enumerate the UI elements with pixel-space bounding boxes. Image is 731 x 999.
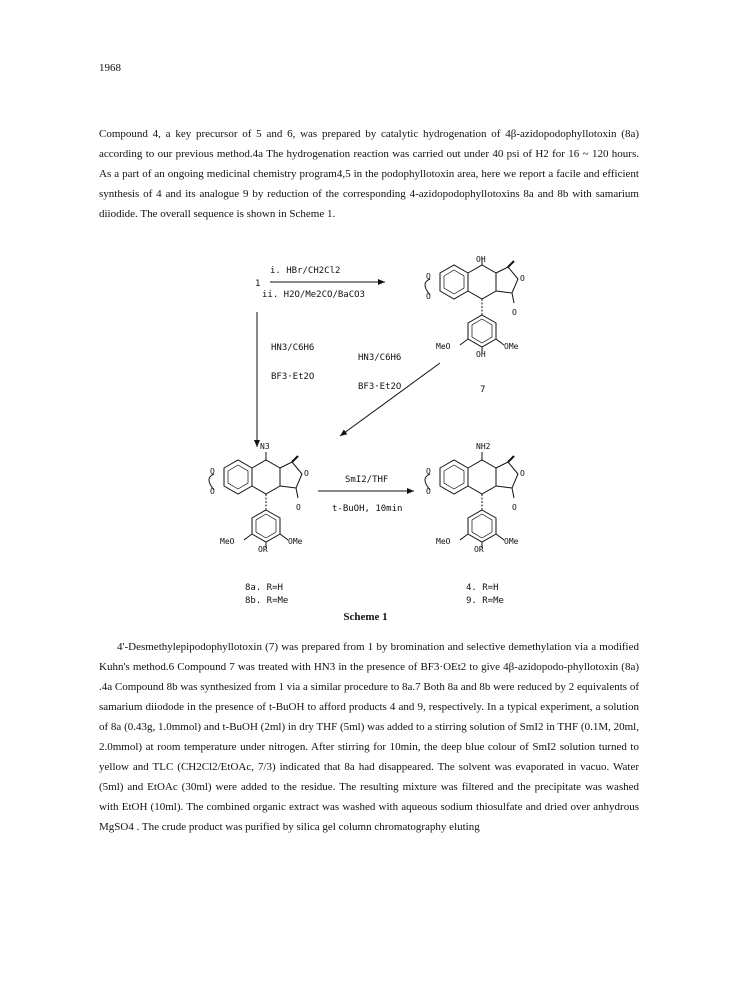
step2-diag-b: BF3·Et2O (358, 382, 402, 392)
compound-7-sub-group: OH (476, 350, 486, 359)
step1-reagent-a: i. HBr/CH2Cl2 (270, 266, 341, 276)
start-label: 1 (255, 279, 261, 289)
ome-label-8: OMe (288, 537, 303, 546)
step3-reagent-b: t-BuOH, 10min (332, 504, 403, 514)
label-9: 9. R=Me (466, 596, 504, 606)
step2-left-a: HN3/C6H6 (271, 343, 315, 353)
azide-structure (209, 452, 309, 548)
meo-label-7: MeO (436, 342, 451, 351)
ome-label-4: OMe (504, 537, 519, 546)
compound-7-structure (425, 257, 525, 353)
label-8a: 8a. R=H (245, 583, 283, 593)
svg-text:O: O (426, 487, 431, 496)
meo-label-8: MeO (220, 537, 235, 546)
svg-text:O: O (512, 503, 517, 512)
compound-7-label: 7 (480, 385, 486, 395)
svg-text:O: O (210, 467, 215, 476)
step2-left-b: BF3·Et2O (271, 372, 315, 382)
amine-group: NH2 (476, 442, 491, 451)
step3-reagent-a: SmI2/THF (345, 475, 389, 485)
svg-text:O: O (426, 292, 431, 301)
svg-text:O: O (426, 467, 431, 476)
azide-sub-group: OR (258, 545, 268, 554)
meo-label-4: MeO (436, 537, 451, 546)
intro-paragraph: Compound 4, a key precursor of 5 and 6, was prepared by catalytic hydrogenation of 4β-azidopodophyllotoxin (8a) according to our previous method.4a The hydrogenation reaction was carried out under 40 psi of H2 for 16 ~ 120 hours. As a part of an ongoing medicinal chemistry program4,5 in the podophyllotoxin area, here we report a facile and efficient synthesis of 4 and its analogue 9 by reduction of the corresponding 4-azidopodophyllotoxins 8a and 8b with samarium diiodide. The overall sequence is shown in Scheme 1. (99, 128, 639, 220)
amine-structure (425, 452, 525, 548)
azide-group: N3 (260, 442, 270, 451)
diagonal-arrow (340, 363, 440, 436)
svg-text:O: O (210, 487, 215, 496)
svg-text:O: O (520, 469, 525, 478)
svg-text:O: O (304, 469, 309, 478)
svg-text:O: O (520, 274, 525, 283)
ome-label-7: OMe (504, 342, 519, 351)
experimental-paragraph: 4'-Desmethylepipodophyllotoxin (7) was prepared from 1 by bromination and selective demethylation via a modified Kuhn's method.6 Compound 7 was treated with HN3 in the presence of BF3·OEt2 to give 4β-azidopodo-phyllotoxin (8a) .4a Compound 8b was synthesized from 1 via a similar procedure to 8a.7 Both 8a and 8b were reduced by 2 equivalents of samarium diiodode in the presence of t-BuOH to afford products 4 and 9, respectively. In a typical experiment, a solution of 8a (0.43g, 1.0mmol) and t-BuOH (2ml) in dry THF (5ml) was added to a stirring solution of SmI2 in THF (0.1M, 20ml, 2.0mmol) at room temperature under nitrogen. After stirring for 10min, the deep blue colour of SmI2 solution turned to yellow and TLC (CH2Cl2/EtOAc, 7/3) indicated that 8a had disappeared. The solvent was evaporated in vacuo. Water (5ml) and EtOAc (30ml) were added to the residue. The resulting mixture was filtered and the precipitate was washed with EtOH (10ml). The combined organic extract was washed with aqueous sodium thiosulfate and dried over anhydrous MgSO4 . The crude product was purified by silica gel column chromatography eluting (99, 641, 639, 833)
scheme-caption: Scheme 1 (343, 611, 388, 623)
label-4: 4. R=H (466, 583, 499, 593)
compound-7-top-group: OH (476, 255, 486, 264)
svg-text:O: O (512, 308, 517, 317)
svg-text:O: O (296, 503, 301, 512)
step2-diag-a: HN3/C6H6 (358, 353, 402, 363)
svg-text:O: O (426, 272, 431, 281)
page-number: 1968 (99, 62, 121, 74)
label-8b: 8b. R=Me (245, 596, 289, 606)
step1-reagent-b: ii. H2O/Me2CO/BaCO3 (262, 290, 365, 300)
amine-sub-group: OR (474, 545, 484, 554)
